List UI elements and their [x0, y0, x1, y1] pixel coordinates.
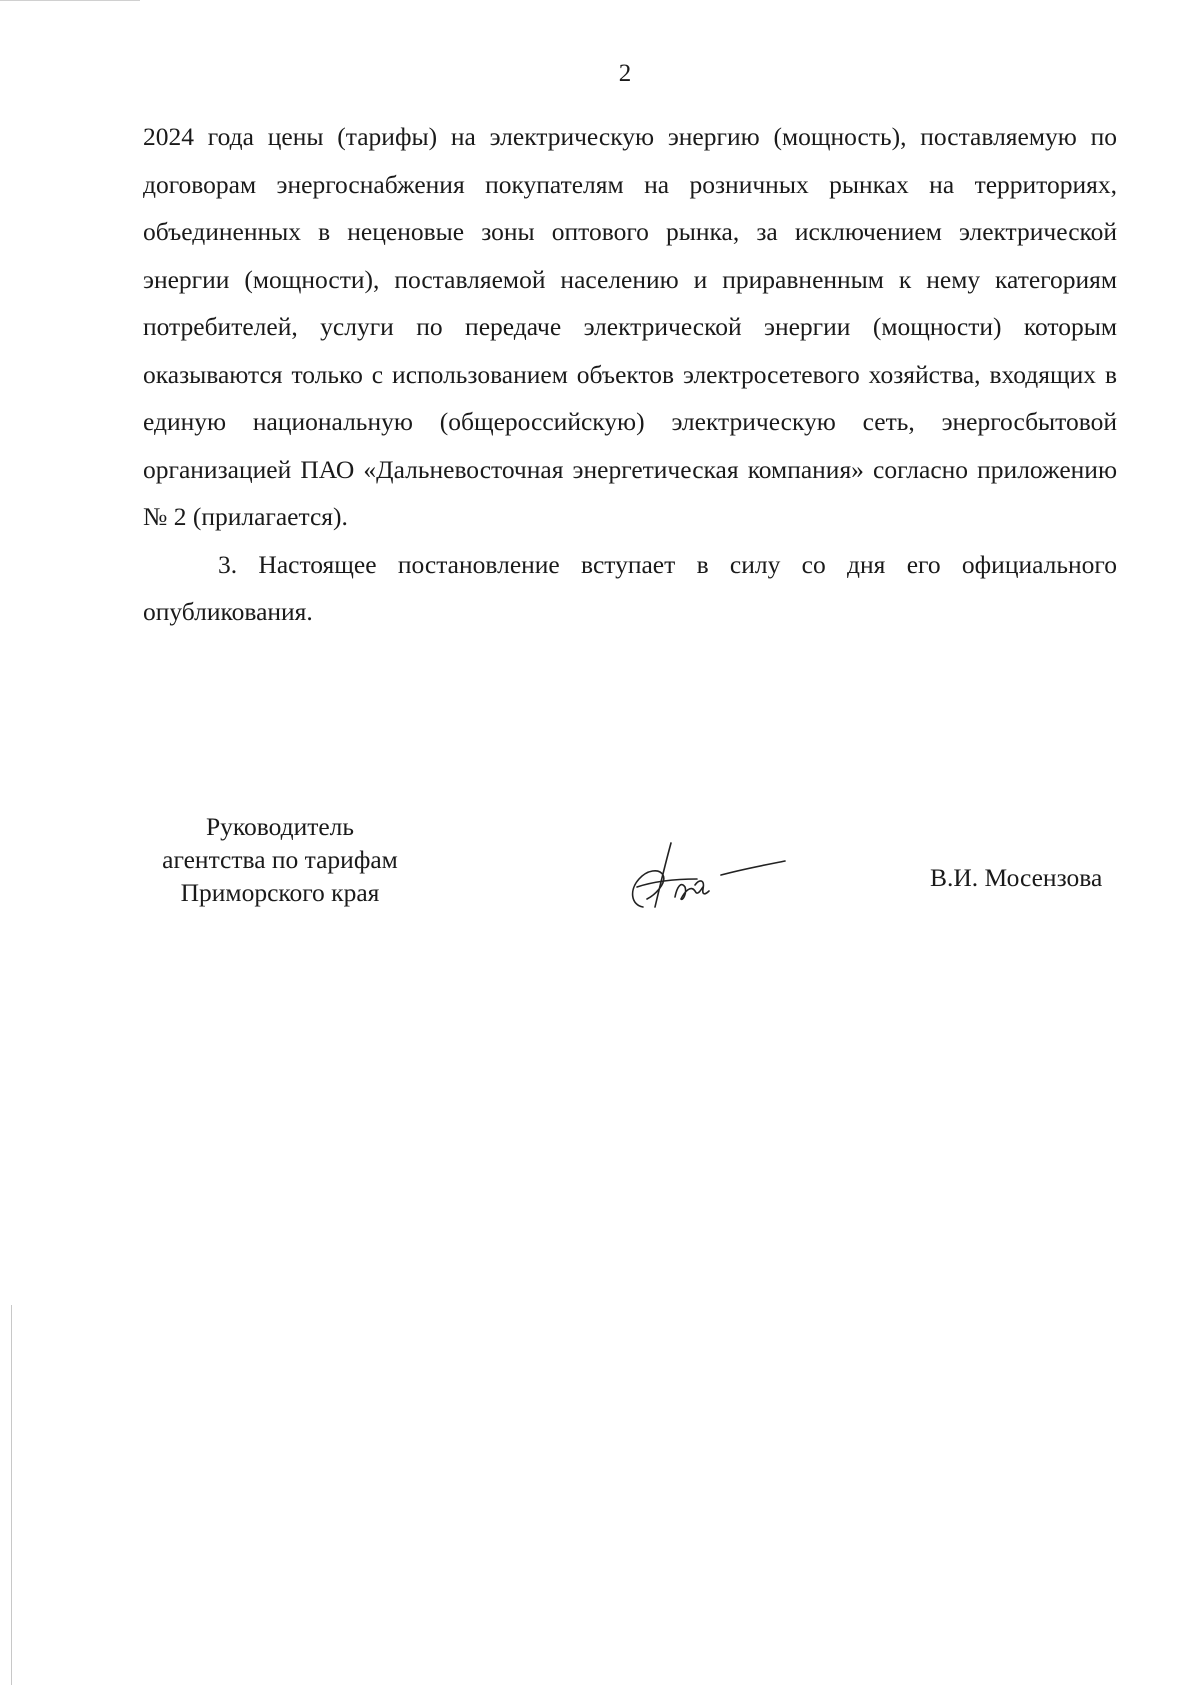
page-number: 2 — [618, 60, 632, 87]
signer-position-line: Руководитель — [205, 812, 355, 841]
paragraph-continuation: 2024 года цены (тарифы) на электрическую энергию (мощность), поставляемую по договорам энергоснабжения покупателям на розничных рынках на территориях, объединенных в неценовые зоны оптового рынка, за исключением электрической энергии (мощности), поставляемой населению и приравненным к нему категориям потребителей, услуги по передаче электрической энергии (мощности) которым оказываются только с использованием объектов электросетевого хозяйства, входящих в единую национальную (общероссийскую) электрическую сеть, энергосбытовой организацией ПАО «Дальневосточная энергетическая компания» согласно приложению № 2 (прилагается). — [143, 122, 1117, 531]
handwritten-signature-icon — [625, 835, 790, 915]
document-body — [143, 113, 1117, 636]
signer-position-line: Приморского края — [180, 878, 380, 907]
scan-edge-line — [0, 0, 140, 1]
signer-position — [110, 810, 450, 909]
signer-position-line: агентства по тарифам — [162, 845, 398, 874]
scan-margin-line — [11, 1305, 12, 1685]
paragraph-3-effective-date: 3. Настоящее постановление вступает в силу со дня его официального опубликования. — [143, 549, 1117, 626]
signer-name: В.И. Мосензова — [930, 863, 1103, 892]
